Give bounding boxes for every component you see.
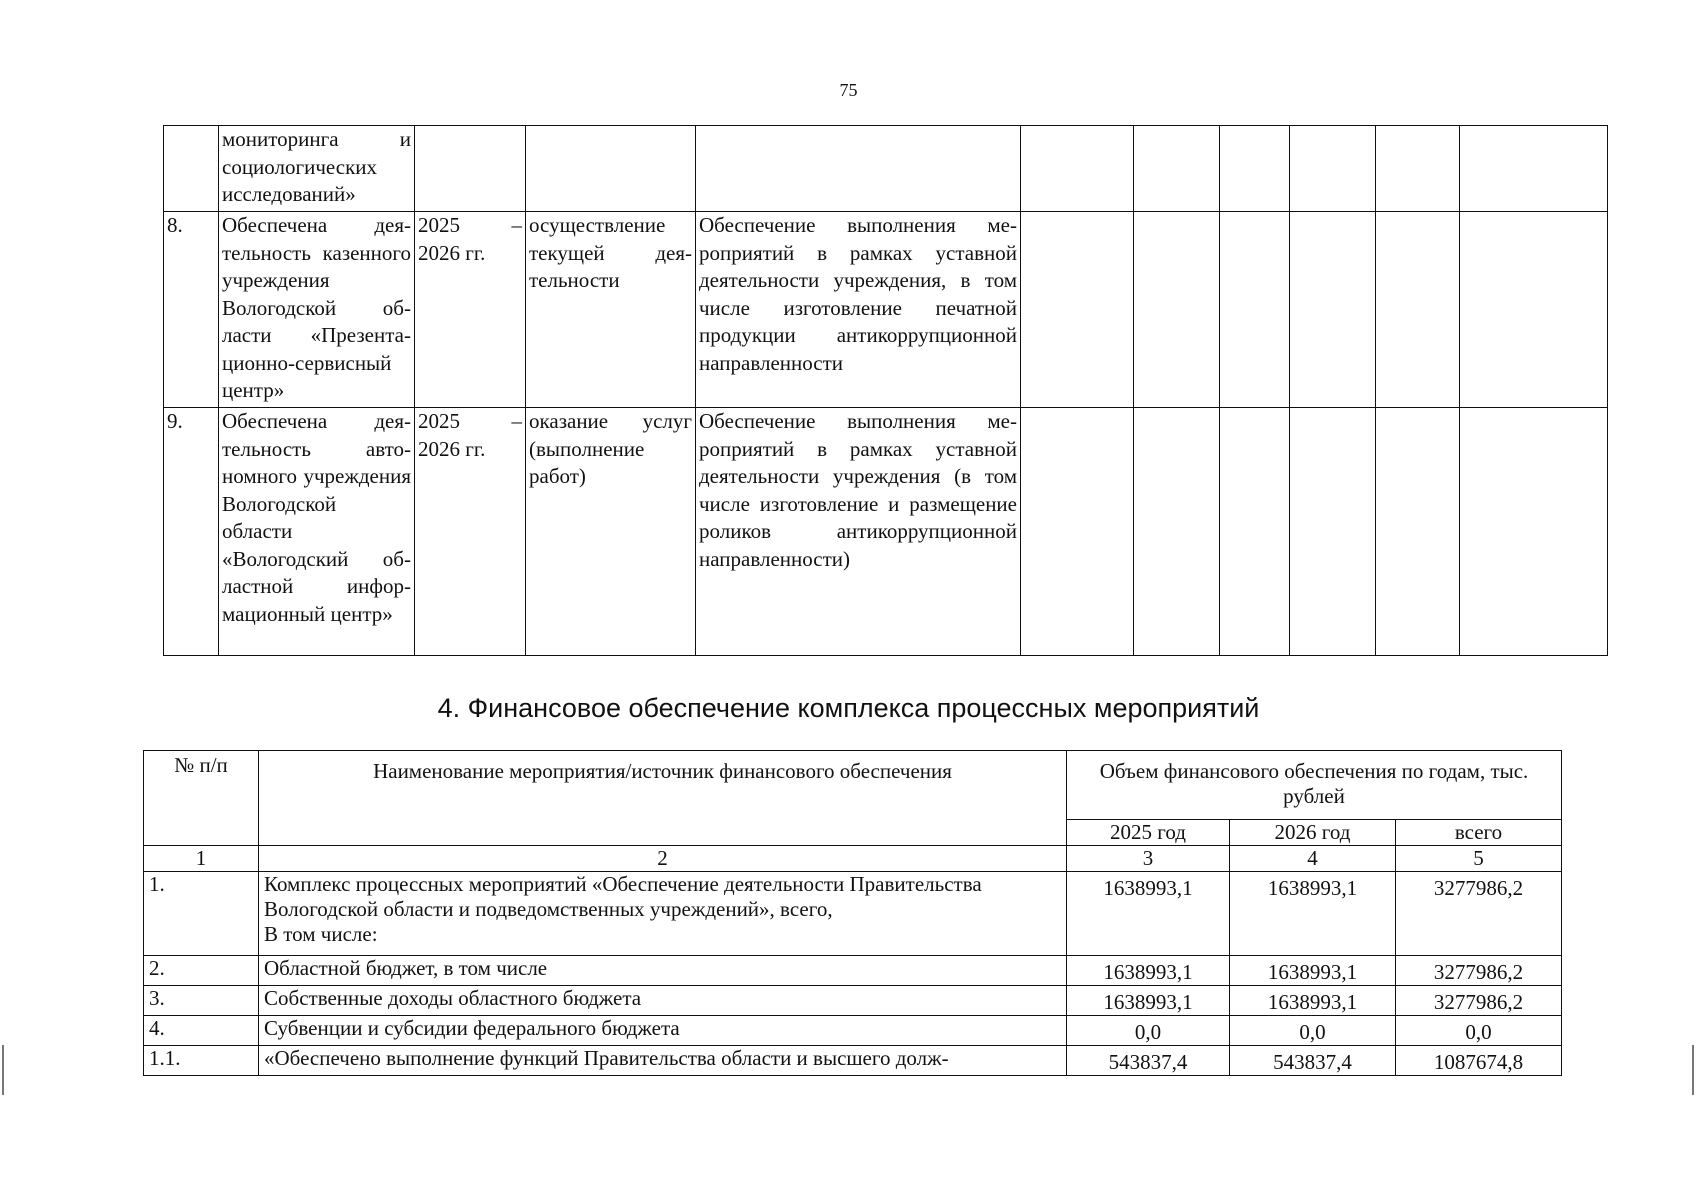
table-row <box>164 126 1608 212</box>
value-2026: 1638993,1 <box>1230 986 1396 1016</box>
column-number: 2 <box>259 846 1067 872</box>
empty-cell <box>1134 212 1220 408</box>
row-number: 8. <box>164 212 219 408</box>
value-2025: 1638993,1 <box>1067 956 1230 986</box>
table-row <box>144 956 1562 986</box>
measure-type: осуществление текущей деятельности <box>526 212 696 408</box>
table-row <box>144 872 1562 956</box>
row-name: Комплекс процессных мероприятий «Обеспечение деятельности Правительства Вологодской области и подведомственных учреждений», всего, В том числе: <box>259 872 1067 956</box>
measure-description: Обеспечение выполнения мероприятий в рамках уставной деятельности учреждения (в том числе изготовление и размещение роликов антикоррупционной направленности) <box>696 408 1021 656</box>
value-2026: 543837,4 <box>1230 1046 1396 1076</box>
period: 2025 – 2026 гг. <box>415 212 526 408</box>
measure-description <box>696 126 1021 212</box>
empty-cell <box>1460 126 1608 212</box>
empty-cell <box>1134 408 1220 656</box>
column-number: 5 <box>1396 846 1562 872</box>
empty-cell <box>1376 212 1460 408</box>
row-number <box>164 126 219 212</box>
header-total: всего <box>1396 820 1562 846</box>
row-number: 4. <box>144 1016 259 1046</box>
column-number: 4 <box>1230 846 1396 872</box>
empty-cell <box>1021 126 1134 212</box>
row-number: 1.1. <box>144 1046 259 1076</box>
empty-cell <box>1220 212 1290 408</box>
column-number: 3 <box>1067 846 1230 872</box>
table-row <box>144 1016 1562 1046</box>
row-name: «Обеспечено выполнение функций Правительства области и высшего долж- <box>259 1046 1067 1076</box>
empty-cell <box>1290 408 1376 656</box>
empty-cell <box>1460 408 1608 656</box>
row-number: 3. <box>144 986 259 1016</box>
header-2025: 2025 год <box>1067 820 1230 846</box>
header-row <box>144 751 1562 820</box>
scan-edge-mark <box>1692 1045 1694 1095</box>
value-2025: 0,0 <box>1067 1016 1230 1046</box>
measure-name: Обеспечена деятельность казенного учреждения Вологодской области «Презентационно-сервисный центр» <box>219 212 415 408</box>
column-number: 1 <box>144 846 259 872</box>
header-name: Наименование мероприятия/источник финансового обеспечения <box>259 751 1067 846</box>
row-name: Собственные доходы областного бюджета <box>259 986 1067 1016</box>
scan-edge-mark <box>2 1045 4 1095</box>
measure-description: Обеспечение выполнения мероприятий в рамках уставной деятельности учреждения, в том числе изготовление печатной продукции антикоррупционной направленности <box>696 212 1021 408</box>
financing-table <box>143 750 1562 1076</box>
value-total: 1087674,8 <box>1396 1046 1562 1076</box>
value-2026: 1638993,1 <box>1230 872 1396 956</box>
empty-cell <box>1021 408 1134 656</box>
value-2026: 0,0 <box>1230 1016 1396 1046</box>
measure-type: оказание услуг (выполнение работ) <box>526 408 696 656</box>
value-2025: 1638993,1 <box>1067 986 1230 1016</box>
row-number: 1. <box>144 872 259 956</box>
empty-cell <box>1220 408 1290 656</box>
value-2025: 543837,4 <box>1067 1046 1230 1076</box>
section-title: 4. Финансовое обеспечение комплекса процессных мероприятий <box>437 693 1260 723</box>
row-number: 9. <box>164 408 219 656</box>
empty-cell <box>1290 126 1376 212</box>
value-total: 3277986,2 <box>1396 986 1562 1016</box>
value-total: 3277986,2 <box>1396 956 1562 986</box>
header-volume: Объем финансового обеспечения по годам, тыс. рублей <box>1067 751 1562 820</box>
column-numbers-row <box>144 846 1562 872</box>
period <box>415 126 526 212</box>
row-number: 2. <box>144 956 259 986</box>
table-row <box>144 986 1562 1016</box>
table-row <box>164 408 1608 656</box>
measures-table <box>163 125 1608 656</box>
period: 2025 – 2026 гг. <box>415 408 526 656</box>
header-number: № п/п <box>144 751 259 846</box>
empty-cell <box>1460 212 1608 408</box>
page-number: 75 <box>839 80 858 100</box>
value-total: 0,0 <box>1396 1016 1562 1046</box>
measure-type <box>526 126 696 212</box>
row-name: Субвенции и субсидии федерального бюджета <box>259 1016 1067 1046</box>
value-2025: 1638993,1 <box>1067 872 1230 956</box>
table-row <box>144 1046 1562 1076</box>
header-2026: 2026 год <box>1230 820 1396 846</box>
row-name: Областной бюджет, в том числе <box>259 956 1067 986</box>
empty-cell <box>1376 408 1460 656</box>
empty-cell <box>1134 126 1220 212</box>
table-row <box>164 212 1608 408</box>
empty-cell <box>1376 126 1460 212</box>
empty-cell <box>1021 212 1134 408</box>
value-2026: 1638993,1 <box>1230 956 1396 986</box>
value-total: 3277986,2 <box>1396 872 1562 956</box>
empty-cell <box>1290 212 1376 408</box>
measure-name: Обеспечена деятельность автономного учреждения Вологодской области «Вологодский областной информационный центр» <box>219 408 415 656</box>
measure-name: мониторинга и социологических исследований» <box>219 126 415 212</box>
empty-cell <box>1220 126 1290 212</box>
